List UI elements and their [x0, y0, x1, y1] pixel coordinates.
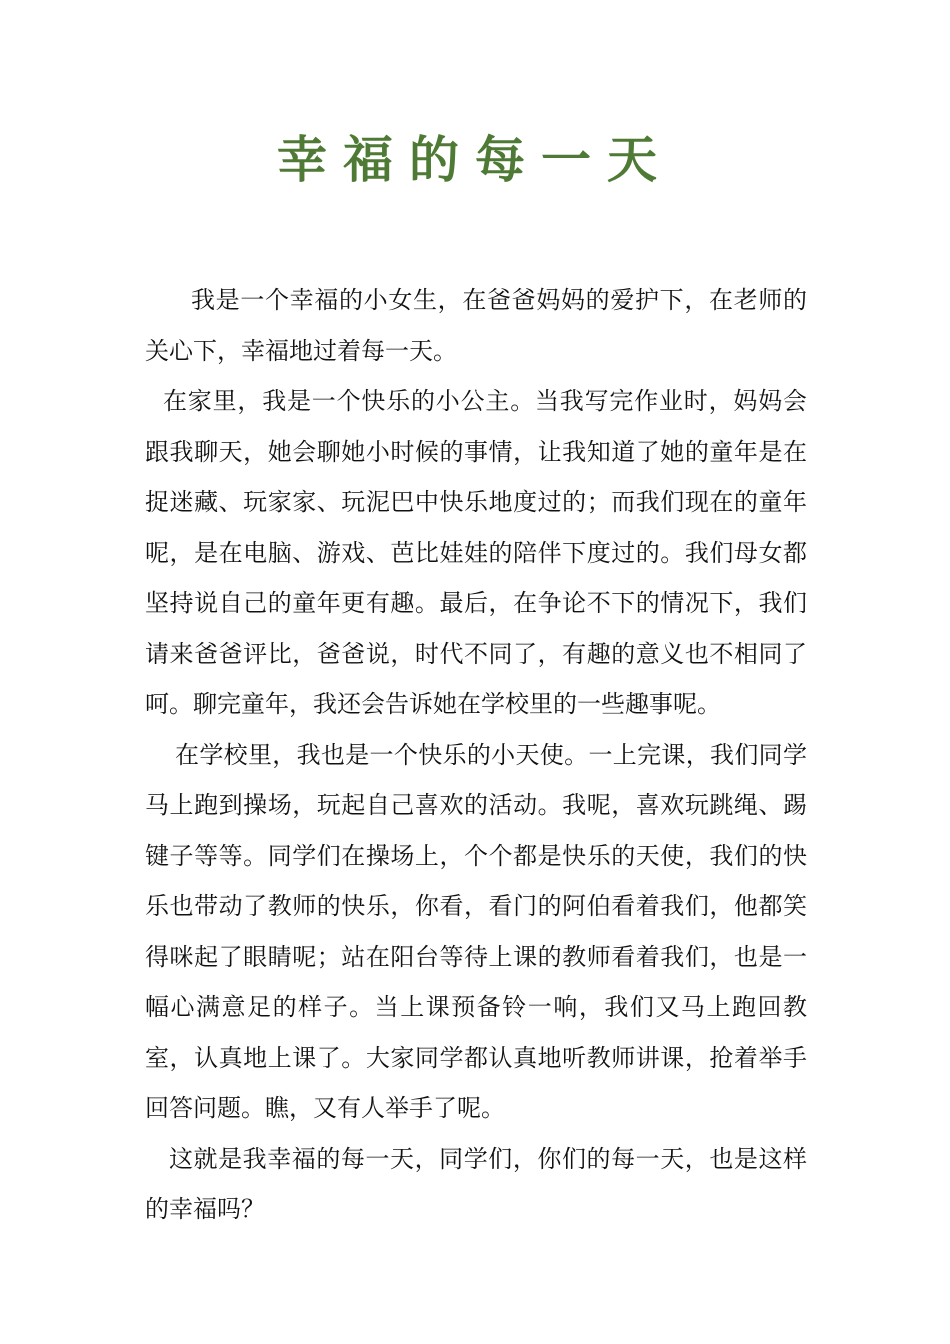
- paragraph-school: 在学校里，我也是一个快乐的小天使。一上完课，我们同学马上跑到操场，玩起自己喜欢的活动。我呢，喜欢玩跳绳、踢键子等等。同学们在操场上，个个都是快乐的天使，我们的快乐也带动了教师的快乐，你看，看门的阿伯看着我们，他都笑得咪起了眼睛呢；站在阳台等待上课的教师看着我们，也是一幅心满意足的样子。当上课预备铃一响，我们又马上跑回教室，认真地上课了。大家同学都认真地听教师讲课，抢着举手回答问题。瞧，又有人举手了呢。: [145, 740, 807, 1122]
- document-title: 幸福的每一天: [277, 130, 673, 189]
- document-body: [145, 275, 807, 1235]
- paragraph-intro: 我是一个幸福的小女生，在爸爸妈妈的爱护下，在老师的关心下，幸福地过着每一天。: [145, 286, 807, 365]
- paragraph-home: 在家里，我是一个快乐的小公主。当我写完作业时，妈妈会跟我聊天，她会聊她小时候的事情，让我知道了她的童年是在捉迷藏、玩家家、玩泥巴中快乐地度过的；而我们现在的童年呢，是在电脑、游戏、芭比娃娃的陪伴下度过的。我们母女都坚持说自己的童年更有趣。最后，在争论不下的情况下，我们请来爸爸评比，爸爸说，时代不同了，有趣的意义也不相同了呵。聊完童年，我还会告诉她在学校里的一些趣事呢。: [145, 387, 807, 718]
- paragraph-conclusion: 这就是我幸福的每一天，同学们，你们的每一天，也是这样的幸福吗？: [145, 1144, 807, 1223]
